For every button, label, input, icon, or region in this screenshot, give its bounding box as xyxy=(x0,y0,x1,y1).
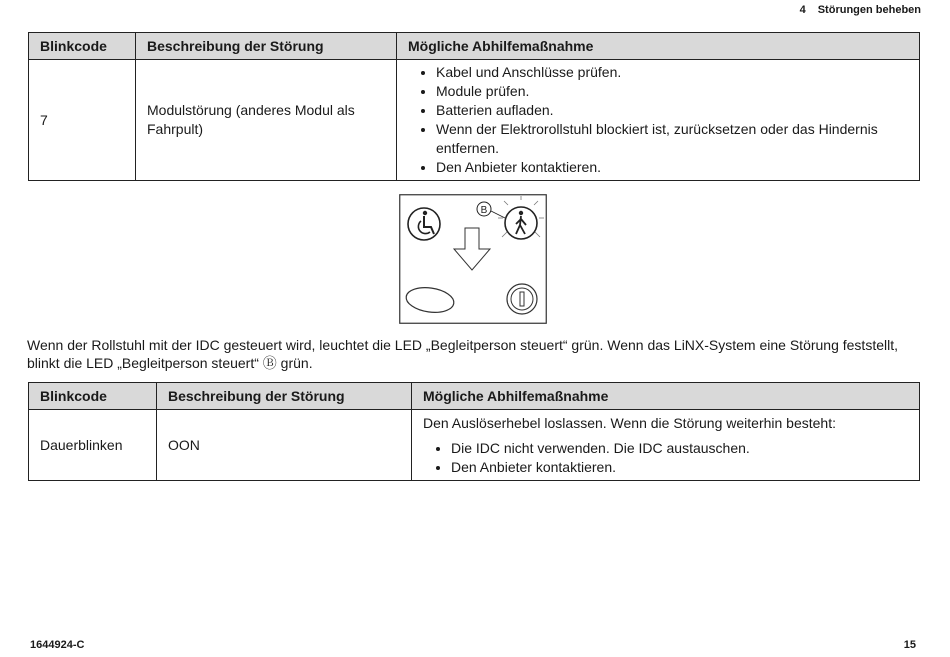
list-item: • Batterien aufladen. xyxy=(436,101,908,120)
remedy-list xyxy=(408,63,908,177)
running-header xyxy=(800,4,921,16)
blink-code-cell: Dauerblinken xyxy=(29,410,157,481)
column-header-blinkcode: Blinkcode xyxy=(29,33,136,60)
column-header-blinkcode: Blinkcode xyxy=(29,383,157,410)
remedy-cell xyxy=(397,60,920,181)
list-item: • Die IDC nicht verwenden. Die IDC austauschen. xyxy=(451,439,908,458)
list-item: • Kabel und Anschlüsse prüfen. xyxy=(436,63,908,82)
remedy-list xyxy=(423,439,908,477)
list-item: • Module prüfen. xyxy=(436,82,908,101)
power-button-icon xyxy=(507,284,537,314)
table-header-row xyxy=(29,383,920,410)
list-item: • Den Anbieter kontaktieren. xyxy=(436,158,908,177)
remedy-cell xyxy=(412,410,920,481)
column-header-description: Beschreibung der Störung xyxy=(157,383,412,410)
control-panel-illustration xyxy=(399,194,547,324)
wheelchair-icon xyxy=(408,208,440,240)
column-header-remedy: Mögliche Abhilfemaßnahme xyxy=(397,33,920,60)
table-header-row xyxy=(29,33,920,60)
callout-label: B xyxy=(480,205,488,216)
blink-code-cell: 7 xyxy=(29,60,136,181)
column-header-remedy: Mögliche Abhilfemaßnahme xyxy=(412,383,920,410)
chapter-number: 4 xyxy=(799,4,806,16)
page-number: 15 xyxy=(903,639,916,651)
chapter-title: Störungen beheben xyxy=(817,4,921,16)
list-item: • Den Anbieter kontaktieren. xyxy=(451,458,908,477)
remedy-intro: Den Auslöserhebel loslassen. Wenn die Störung weiterhin besteht: xyxy=(423,414,836,431)
fault-table-2 xyxy=(28,382,920,481)
table-row xyxy=(29,60,920,181)
fault-table-1 xyxy=(28,32,920,181)
led-description-paragraph: Wenn der Rollstuhl mit der IDC gesteuert wird, leuchtet die LED „Begleitperson steuert“ grün. Wenn das LiNX-System eine Störung feststellt, blinkt die LED „Begleitperson steuert“ Ⓑ grün. xyxy=(27,337,899,371)
fault-description-cell: Modulstörung (anderes Modul als Fahrpult) xyxy=(136,60,397,181)
fault-description-cell: OON xyxy=(157,410,412,481)
table-row xyxy=(29,410,920,481)
column-header-description: Beschreibung der Störung xyxy=(136,33,397,60)
list-item: • Wenn der Elektrorollstuhl blockiert ist, zurücksetzen oder das Hindernis entfernen. xyxy=(436,120,908,158)
document-number: 1644924-C xyxy=(30,639,85,651)
